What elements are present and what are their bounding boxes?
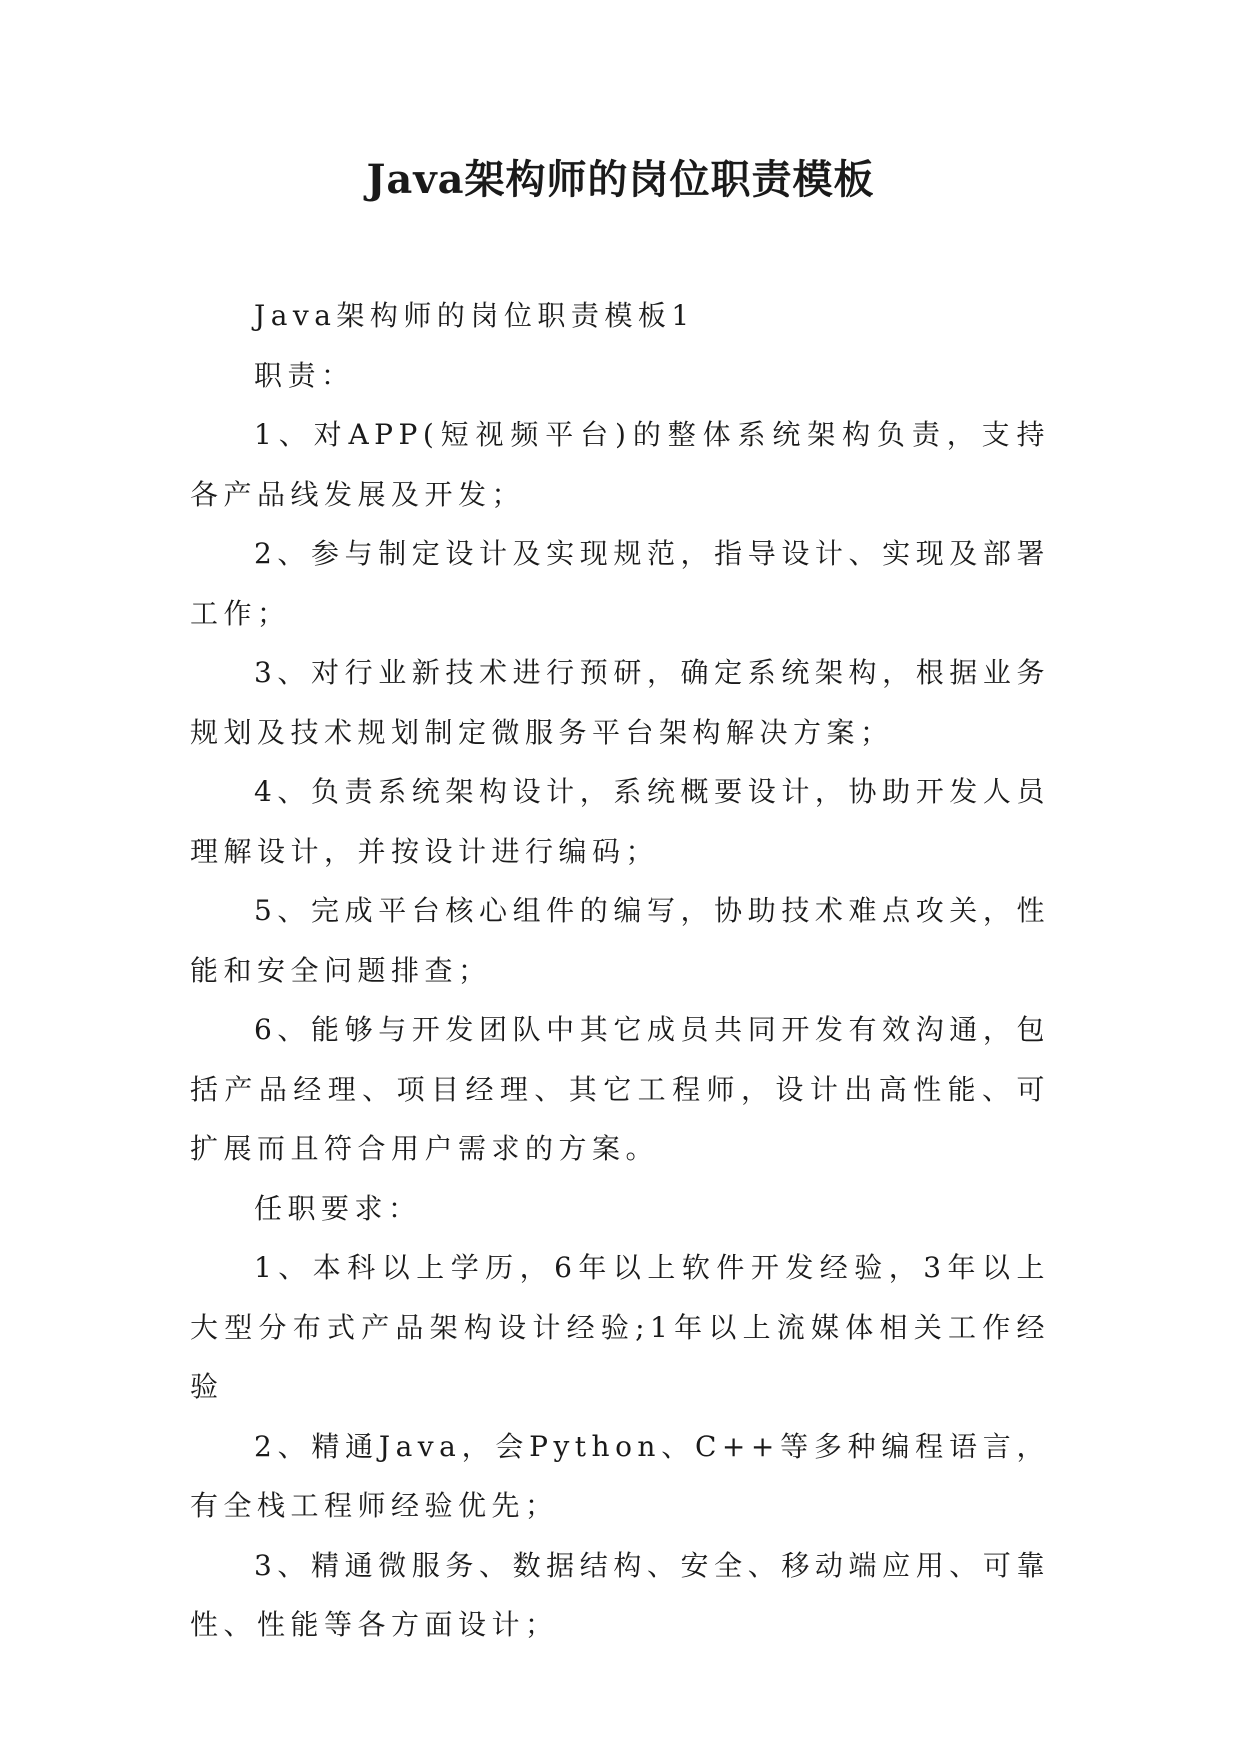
paragraph-duty-3: 3、对行业新技术进行预研，确定系统架构，根据业务规划及技术规划制定微服务平台架构解决方案； (190, 656, 1050, 749)
document-body (190, 286, 1050, 1655)
paragraph-duty-1: 1、对APP(短视频平台)的整体系统架构负责，支持各产品线发展及开发； (190, 418, 1050, 511)
paragraph-duty-2: 2、参与制定设计及实现规范，指导设计、实现及部署工作； (190, 537, 1050, 630)
paragraph-duty-5: 5、完成平台核心组件的编写，协助技术难点攻关，性能和安全问题排查； (190, 894, 1050, 987)
paragraph-section-heading: Java架构师的岗位职责模板1 (254, 299, 695, 332)
paragraph-requirement-2: 2、精通Java，会Python、C++等多种编程语言，有全栈工程师经验优先； (190, 1429, 1050, 1522)
paragraph-duty-4: 4、负责系统架构设计，系统概要设计，协助开发人员理解设计，并按设计进行编码； (190, 775, 1050, 868)
paragraph-requirements-heading: 任职要求： (254, 1191, 422, 1225)
paragraph-requirement-3: 3、精通微服务、数据结构、安全、移动端应用、可靠性、性能等各方面设计； (190, 1548, 1050, 1641)
paragraph-requirement-1: 1、本科以上学历，6年以上软件开发经验，3年以上大型分布式产品架构设计经验;1年以上流媒体相关工作经验 (190, 1251, 1050, 1403)
paragraph-duty-6: 6、能够与开发团队中其它成员共同开发有效沟通，包括产品经理、项目经理、其它工程师，设计出高性能、可扩展而且符合用户需求的方案。 (190, 1013, 1050, 1165)
document-title: Java架构师的岗位职责模板 (366, 156, 875, 203)
paragraph-duties-heading: 职责： (254, 358, 355, 392)
